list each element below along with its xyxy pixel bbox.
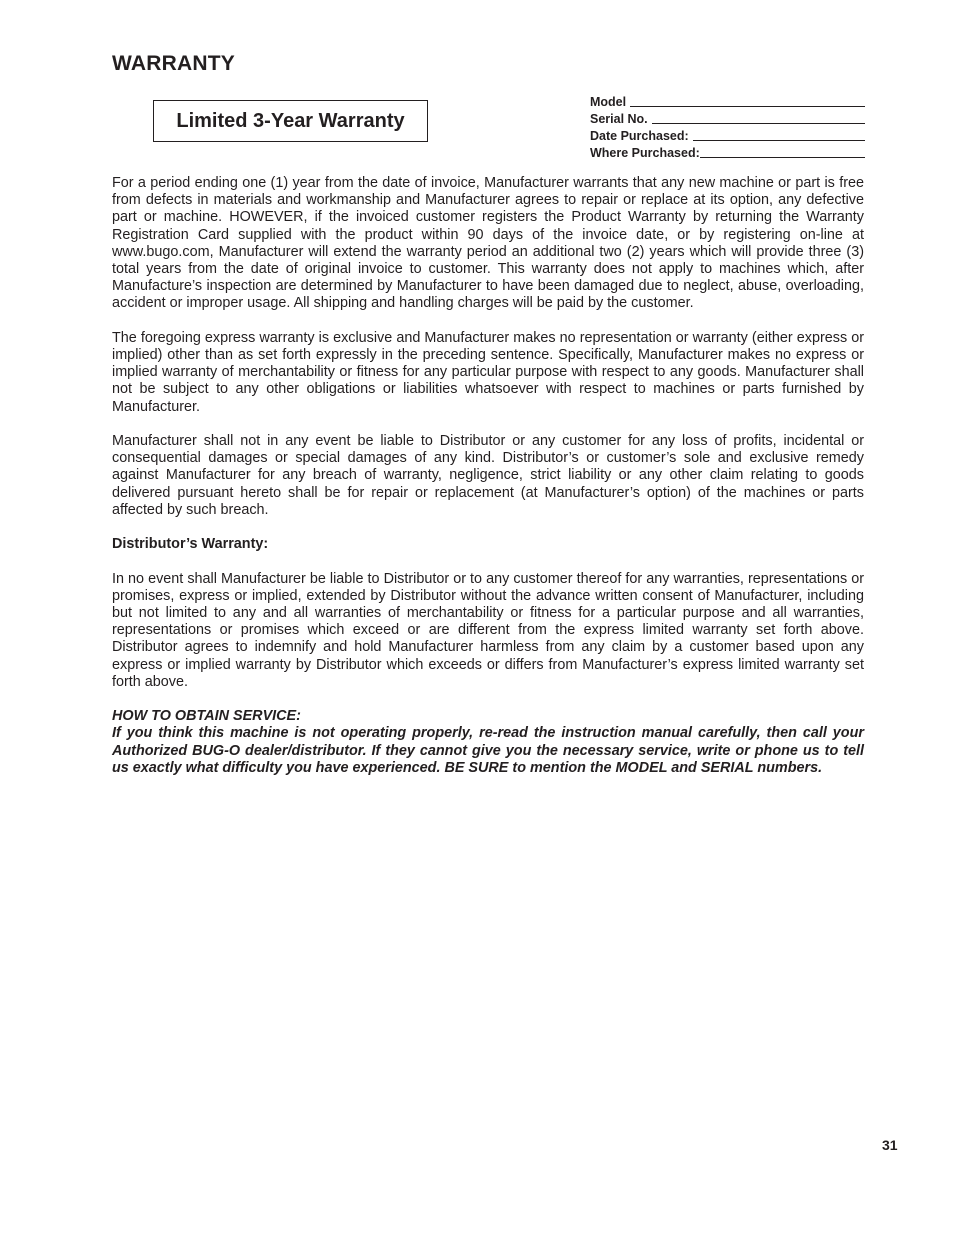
warranty-paragraph-2: The foregoing express warranty is exclusive and Manufacturer makes no representation or warranty (either express or implied) other than as set forth expressly in the preceding sentence. Specifically, Manufacturer makes no express or implied warranty of merchantability or fitness for any particular purpose with respect to any goods. Manufacturer shall not be subject to any other obligations or liabilities whatsoever with respect to machines or parts furnished by Manufacturer. [112, 329, 864, 415]
date-purchased-blank-line [693, 128, 865, 141]
service-heading: HOW TO OBTAIN SERVICE: [112, 708, 301, 725]
page-number: 31 [882, 1137, 898, 1153]
serial-field [590, 109, 865, 126]
model-field [590, 92, 865, 109]
where-purchased-field [590, 143, 865, 160]
where-purchased-label: Where Purchased: [590, 146, 700, 160]
serial-label: Serial No. [590, 112, 648, 126]
where-purchased-blank-line [700, 145, 865, 158]
warranty-title-box [153, 100, 428, 142]
service-section [112, 708, 864, 777]
date-purchased-field [590, 126, 865, 143]
warranty-paragraph-3: Manufacturer shall not in any event be liable to Distributor or any customer for any loss of profits, incidental or consequential damages or special damages of any kind. Distributor’s or customer’s sole and exclusive remedy against Manufacturer for any breach of warranty, negligence, strict liability or any other claim relating to goods delivered pursuant hereto shall be for repair or replacement (at Manufacturer’s option) of the machines or parts affected by such breach. [112, 433, 864, 518]
distributor-warranty-heading: Distributor’s Warranty: [112, 536, 269, 553]
warranty-title: Limited 3-Year Warranty [176, 109, 405, 132]
model-blank-line [630, 94, 865, 107]
service-text: If you think this machine is not operating properly, re-read the instruction manual carefully, then call your Authorized BUG-O dealer/distributor. If they cannot give you the necessary service, write or phone us to tell us exactly what difficulty you have experienced. BE SURE to mention the MODEL and SERIAL numbers. [112, 725, 864, 776]
distributor-warranty-paragraph: In no event shall Manufacturer be liable to Distributor or to any customer thereof for any warranties, representations or promises, express or implied, extended by Distributor without the advance written consent of Manufacturer, including but not limited to any and all warranties of merchantability or fitness for a particular purpose and all warranties, representations or promises which exceed or are different from the express limited warranty set forth above. Distributor agrees to indemnify and hold Manufacturer harmless from any claim by a customer based upon any express or implied warranty by Distributor which exceeds or differs from Manufacturer’s express limited warranty set forth above. [112, 570, 864, 690]
serial-blank-line [652, 111, 865, 124]
model-label: Model [590, 95, 627, 109]
warranty-body [112, 175, 864, 794]
registration-fields [590, 92, 865, 160]
page-heading: WARRANTY [112, 52, 235, 75]
date-purchased-label: Date Purchased: [590, 129, 689, 143]
warranty-paragraph-1: For a period ending one (1) year from the date of invoice, Manufacturer warrants that any new machine or part is free from defects in materials and workmanship and Manufacturer agrees to repair or replace at its option, any defective part or machine. HOWEVER, if the invoiced customer registers the Product Warranty by returning the Warranty Registration Card supplied with the product within 90 days of the invoice date, or by registering on-line at www.bugo.com, Manufacturer will extend the warranty period an additional two (2) years which will provide three (3) total years from the date of original invoice to customer. This warranty does not apply to machines which, after Manufacture’s inspection are determined by Manufacturer to have been damaged due to neglect, abuse, overloading, accident or improper usage. All shipping and handling charges will be paid by the customer. [112, 175, 864, 312]
